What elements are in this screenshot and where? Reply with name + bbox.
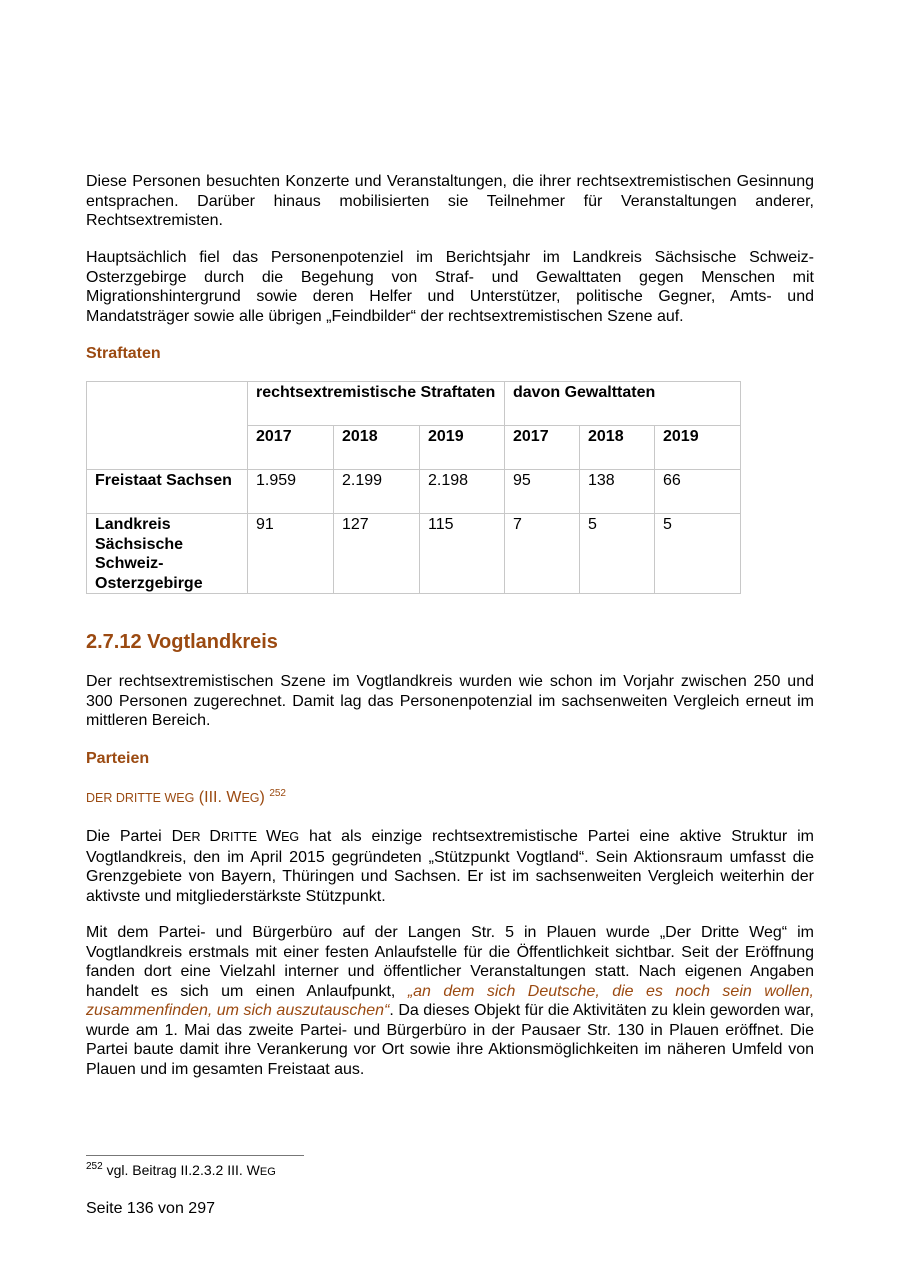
table-cell: 95	[505, 470, 580, 514]
table-cell: 66	[655, 470, 741, 514]
table-cell: 1.959	[248, 470, 334, 514]
paragraph-party-structure: Die Partei DER DRITTE WEG hat als einzige rechtsextremistische Partei eine aktive Struktur im Vogtlandkreis, den im April 2015 gegründeten „Stützpunkt Vogtland“. Sein Aktionsraum umfasst die Grenzgebiete von Bayern, Thüringen und Sachsen. Er ist im sachsenweiten Vergleich weiterhin der aktivste und mitgliederstärkste Stützpunkt.	[86, 828, 814, 905]
footnote-reference: 252	[269, 788, 286, 799]
party-heading: DER DRITTE WEG (III. WEG) $^{252}$	[86, 788, 286, 806]
header-rechtsextremistische-straftaten: rechtsextremistische Straftaten	[248, 382, 505, 426]
paragraph-intro: Diese Personen besuchten Konzerte und Veranstaltungen, die ihrer rechtsextremistischen Gesinnung entsprachen. Darüber hinaus mobilisierten sie Teilnehmer für Veranstaltungen anderer, Rechtsextremisten.	[86, 173, 814, 229]
straftaten-heading: Straftaten	[86, 345, 161, 362]
table-cell: 91	[248, 514, 334, 594]
year-cell: 2018	[334, 426, 420, 470]
table-corner-cell	[87, 382, 248, 470]
year-cell: 2019	[655, 426, 741, 470]
table-cell: 5	[580, 514, 655, 594]
footnote-divider	[86, 1155, 304, 1156]
parteien-heading: Parteien	[86, 750, 150, 767]
table-cell: 5	[655, 514, 741, 594]
year-cell: 2019	[420, 426, 505, 470]
table-cell: 127	[334, 514, 420, 594]
paragraph-vogtland-intro: Der rechtsextremistischen Szene im Vogtlandkreis wurden wie schon im Vorjahr zwischen 250 und 300 Personen zugerechnet. Damit lag das Personenpotenzial im sachsenweiten Vergleich erneut im mittleren Bereich.	[86, 673, 814, 729]
table-cell: 115	[420, 514, 505, 594]
table-header-row	[87, 382, 741, 426]
year-cell: 2018	[580, 426, 655, 470]
year-cell: 2017	[505, 426, 580, 470]
row-label: Freistaat Sachsen	[87, 470, 248, 514]
paragraph-buergerbuero: Mit dem Partei- und Bürgerbüro auf der Langen Str. 5 in Plauen wurde „Der Dritte Weg“ im Vogtlandkreis erstmals mit einer festen Anlaufstelle für die Öffentlichkeit sichtbar. Seit der Eröffnung fanden dort eine Vielzahl interner und öffentlicher Veranstaltungen statt. Nach eigenen Angaben handelt es sich um einen Anlaufpunkt, „an dem sich Deutsche, die es noch sein wollen, zusammenfinden, um sich auszutauschen“. Da dieses Objekt für die Aktivitäten zu klein geworden war, wurde am 1. Mai das zweite Partei- und Bürgerbüro in der Pausaer Str. 130 in Plauen eröffnet. Die Partei baute damit ihre Verankerung vor Ort sowie ihre Aktionsmöglichkeiten im näheren Umfeld von Plauen und im gesamten Freistaat aus.	[86, 924, 815, 1078]
footnote-number: 252	[86, 1161, 103, 1172]
straftaten-table	[86, 381, 741, 594]
table-cell: 7	[505, 514, 580, 594]
page-number: Seite 136 von 297	[86, 1200, 215, 1217]
quote: „an dem sich Deutsche, die es noch sein wollen, zusammenfinden, um sich auszutauschen“	[86, 982, 815, 1019]
year-cell: 2017	[248, 426, 334, 470]
table-row	[87, 514, 741, 594]
header-davon-gewalttaten: davon Gewalttaten	[505, 382, 741, 426]
table-cell: 138	[580, 470, 655, 514]
table-row	[87, 470, 741, 514]
footnote: $^{252}$ vgl. Beitrag II.2.3.2 III. WEG	[86, 1161, 276, 1178]
table-cell: 2.198	[420, 470, 505, 514]
paragraph-feindbilder: Hauptsächlich fiel das Personenpotenziel im Berichtsjahr im Landkreis Sächsische Schweiz-Osterzgebirge durch die Begehung von Straf- und Gewalttaten gegen Menschen mit Migrationshintergrund sowie deren Helfer und Unterstützer, politische Gegner, Amts- und Mandatsträger sowie alle übrigen „Feindbilder“ der rechtsextremistischen Szene auf.	[86, 249, 814, 325]
section-heading: 2.7.12 Vogtlandkreis	[86, 631, 278, 653]
party-name: DER DRITTE WEG	[86, 791, 195, 805]
row-label: Landkreis Sächsische Schweiz-Osterzgebirge	[87, 514, 248, 594]
table-cell: 2.199	[334, 470, 420, 514]
